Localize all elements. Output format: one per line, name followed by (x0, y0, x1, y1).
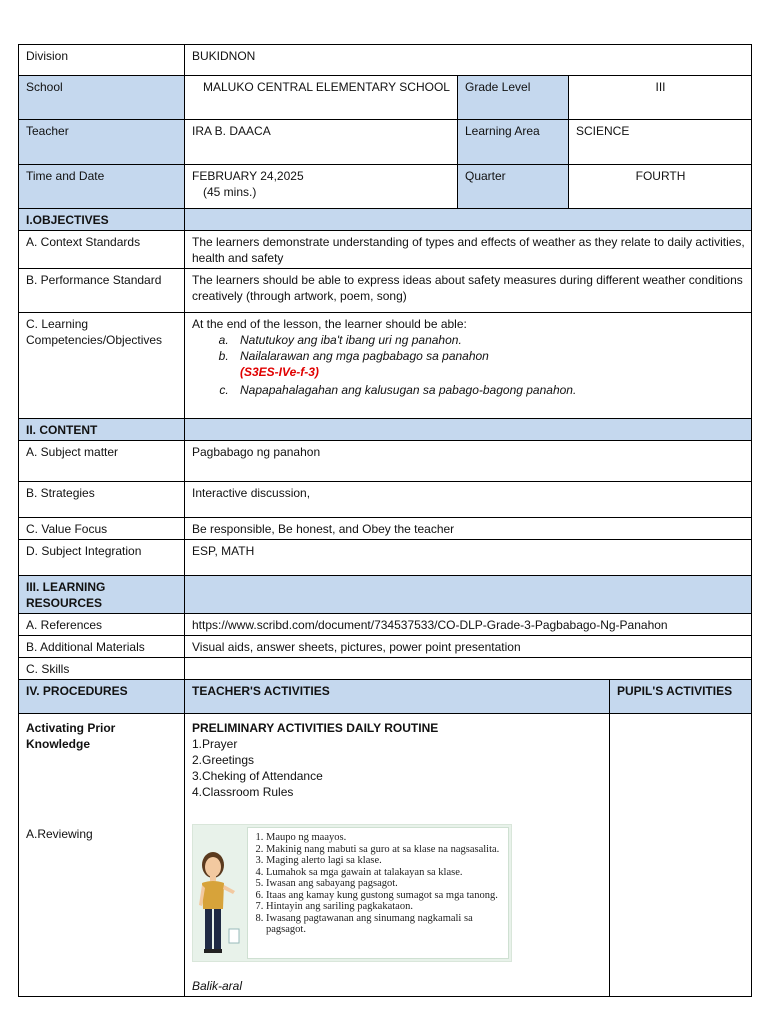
context-standards-value: The learners demonstrate understanding of types and effects of weather as they relate to daily activities, health and safety (185, 231, 752, 269)
school-label: School (19, 76, 185, 120)
subject-integration-row (19, 540, 752, 576)
pupil-activities-header: PUPIL'S ACTIVITIES (610, 680, 752, 714)
competencies-row (19, 313, 752, 419)
subject-matter-label: A. Subject matter (19, 441, 185, 482)
rule-item: 7. Hintayin ang sariling pagkakataon. (266, 901, 508, 913)
subject-integration-value: ESP, MATH (185, 540, 752, 576)
classroom-rules-list (248, 832, 508, 936)
rule-item: 4. Lumahok sa mga gawain at talakayan sa klase. (266, 867, 508, 879)
routine-item-2: 2.Greetings (192, 753, 255, 767)
resources-heading-fill (185, 576, 752, 614)
references-row (19, 614, 752, 636)
materials-value: Visual aids, answer sheets, pictures, power point presentation (185, 636, 752, 658)
rule-item: 3. Maging alerto lagi sa klase. (266, 855, 508, 867)
teacher-activities-header: TEACHER'S ACTIVITIES (185, 680, 610, 714)
balik-aral-label: Balik-aral (192, 979, 243, 993)
school-row (19, 76, 752, 120)
grade-level-value: III (569, 76, 752, 120)
time-row (19, 165, 752, 209)
grade-level-label: Grade Level (458, 76, 569, 120)
references-value: https://www.scribd.com/document/734537533/CO-DLP-Grade-3-Pagbabago-Ng-Panahon (185, 614, 752, 636)
rule-item: 2. Makinig nang mabuti sa guro at sa klase na nagsasalita. (266, 844, 508, 856)
teacher-row (19, 120, 752, 165)
materials-label: B. Additional Materials (19, 636, 185, 658)
rule-item: 1. Maupo ng maayos. (266, 832, 508, 844)
procedures-heading-row (19, 680, 752, 714)
resources-heading-row (19, 576, 752, 614)
competencies-label: C. Learning Competencies/Objectives (19, 313, 185, 419)
objectives-heading: I.OBJECTIVES (19, 209, 185, 231)
teacher-activities-cell (185, 714, 610, 997)
strategies-value: Interactive discussion, (185, 482, 752, 518)
objectives-heading-fill (185, 209, 752, 231)
division-value: BUKIDNON (185, 45, 752, 76)
objective-item-a: a. Natutukoy ang iba't ibang uri ng panahon. (232, 332, 745, 348)
performance-standard-label: B. Performance Standard (19, 269, 185, 313)
lesson-plan-table (18, 44, 752, 997)
routine-item-1: 1.Prayer (192, 737, 238, 751)
performance-standard-value: The learners should be able to express ideas about safety measures during different weather conditions creatively (through artwork, poem, song) (185, 269, 752, 313)
pupil-activities-cell (610, 714, 752, 997)
time-date-line2: (45 mins.) (203, 185, 257, 199)
rule-item: 8. Iwasang pagtawanan ang sinumang nagkamali sa pagsagot. (266, 913, 508, 936)
division-label: Division (19, 45, 185, 76)
teacher-illustration (193, 825, 247, 961)
context-standards-label: A. Context Standards (19, 231, 185, 269)
time-date-label: Time and Date (19, 165, 185, 209)
competencies-intro: At the end of the lesson, the learner should be able: (192, 317, 467, 331)
classroom-rules-list-panel (247, 827, 509, 959)
strategies-label: B. Strategies (19, 482, 185, 518)
quarter-value: FOURTH (569, 165, 752, 209)
value-focus-label: C. Value Focus (19, 518, 185, 540)
subject-matter-row (19, 441, 752, 482)
objective-item-c: c. Napapahalagahan ang kalusugan sa pabago-bagong panahon. (232, 382, 745, 398)
reviewing-label: A.Reviewing (26, 827, 93, 841)
performance-standard-row (19, 269, 752, 313)
subject-integration-label: D. Subject Integration (19, 540, 185, 576)
learning-area-value: SCIENCE (569, 120, 752, 165)
content-heading-row (19, 419, 752, 441)
classroom-rules-picture (192, 824, 512, 962)
time-date-value (185, 165, 458, 209)
routine-title: PRELIMINARY ACTIVITIES DAILY ROUTINE (192, 721, 439, 735)
skills-value (185, 658, 752, 680)
procedures-heading: IV. PROCEDURES (19, 680, 185, 714)
quarter-label: Quarter (458, 165, 569, 209)
materials-row (19, 636, 752, 658)
strategies-row (19, 482, 752, 518)
time-date-line1: FEBRUARY 24,2025 (192, 169, 304, 183)
procedure-stage-cell (19, 714, 185, 997)
value-focus-row (19, 518, 752, 540)
skills-label: C. Skills (19, 658, 185, 680)
activating-row (19, 714, 752, 997)
content-heading: II. CONTENT (19, 419, 185, 441)
competencies-value (185, 313, 752, 419)
routine-item-3: 3.Cheking of Attendance (192, 769, 323, 783)
lesson-plan-document (18, 44, 751, 997)
subject-matter-value: Pagbabago ng panahon (185, 441, 752, 482)
objectives-list (192, 332, 745, 398)
value-focus-value: Be responsible, Be honest, and Obey the teacher (185, 518, 752, 540)
skills-row (19, 658, 752, 680)
resources-heading: III. LEARNING RESOURCES (19, 576, 185, 614)
activating-prior-knowledge-label: Activating Prior Knowledge (26, 721, 116, 751)
teacher-label: Teacher (19, 120, 185, 165)
objectives-heading-row (19, 209, 752, 231)
objective-item-b-text: Nailalarawan ang mga pagbabago sa panahon (240, 349, 489, 363)
teacher-value: IRA B. DAACA (185, 120, 458, 165)
routine-item-4: 4.Classroom Rules (192, 785, 294, 799)
learning-area-label: Learning Area (458, 120, 569, 165)
school-value: MALUKO CENTRAL ELEMENTARY SCHOOL (185, 76, 458, 120)
content-heading-fill (185, 419, 752, 441)
competency-code: (S3ES-IVe-f-3) (240, 365, 319, 379)
division-row (19, 45, 752, 76)
objective-item-b (232, 348, 745, 380)
rule-item: 6. Itaas ang kamay kung gustong sumagot sa mga tanong. (266, 890, 508, 902)
context-standards-row (19, 231, 752, 269)
rule-item: 5. Iwasan ang sabayang pagsagot. (266, 878, 508, 890)
references-label: A. References (19, 614, 185, 636)
